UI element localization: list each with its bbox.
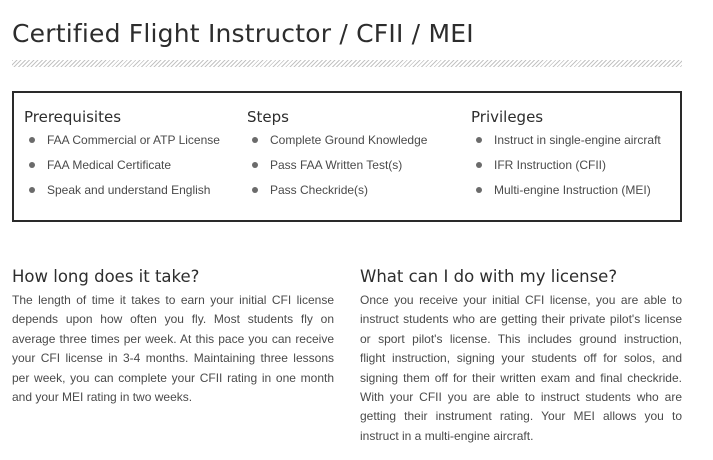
list-item (471, 132, 661, 157)
steps-heading: Steps (247, 108, 289, 126)
bullet-icon (29, 162, 35, 168)
bullet-icon (252, 162, 258, 168)
list-item (24, 132, 220, 157)
bullet-icon (252, 187, 258, 193)
list-item (24, 157, 220, 182)
prerequisites-heading: Prerequisites (24, 108, 122, 126)
steps-column (247, 107, 427, 207)
license-uses-body: Once you receive your initial CFI license, you are able to instruct students who are getting their private pilot's license or sport pilot's license. This includes ground instruction, flight instruction, signing your students off for solos, and signing them off for their written exam and final checkride. With your CFII you are able to instruct students who are getting their instrument rating. Your MEI allows you to instruct in a multi-engine aircraft. (360, 293, 682, 443)
list-item-label: Complete Ground Knowledge (270, 133, 428, 147)
prerequisites-column (24, 107, 220, 207)
list-item (24, 182, 220, 207)
prerequisites-list (24, 132, 220, 207)
page-title: Certified Flight Instructor / CFII / MEI (12, 19, 474, 48)
list-item (247, 132, 427, 157)
license-uses-section (360, 264, 682, 446)
list-item-label: IFR Instruction (CFII) (494, 158, 607, 172)
list-item-label: Pass FAA Written Test(s) (270, 158, 403, 172)
bullet-icon (252, 137, 258, 143)
title-divider (12, 60, 682, 67)
list-item-label: FAA Commercial or ATP License (47, 133, 220, 147)
summary-box (12, 91, 682, 222)
duration-section (12, 264, 334, 407)
privileges-list (471, 132, 661, 207)
steps-list (247, 132, 427, 207)
list-item-label: Instruct in single-engine aircraft (494, 133, 661, 147)
list-item-label: Speak and understand English (47, 183, 211, 197)
list-item (247, 157, 427, 182)
list-item (471, 182, 661, 207)
license-uses-heading: What can I do with my license? (360, 267, 618, 286)
privileges-column (471, 107, 661, 207)
bullet-icon (29, 137, 35, 143)
duration-body: The length of time it takes to earn your initial CFI license depends upon how often you fly. Most students fly on average three times per week. At this pace you can receive your CFI license in 3-4 months. Maintaining three lessons per week, you can complete your CFII rating in one month and your MEI rating in two weeks. (12, 293, 334, 405)
list-item (247, 182, 427, 207)
list-item (471, 157, 661, 182)
bullet-icon (29, 187, 35, 193)
bullet-icon (476, 137, 482, 143)
list-item-label: Pass Checkride(s) (270, 183, 369, 197)
privileges-heading: Privileges (471, 108, 544, 126)
bullet-icon (476, 187, 482, 193)
list-item-label: FAA Medical Certificate (47, 158, 172, 172)
list-item-label: Multi-engine Instruction (MEI) (494, 183, 651, 197)
bullet-icon (476, 162, 482, 168)
duration-heading: How long does it take? (12, 267, 200, 286)
